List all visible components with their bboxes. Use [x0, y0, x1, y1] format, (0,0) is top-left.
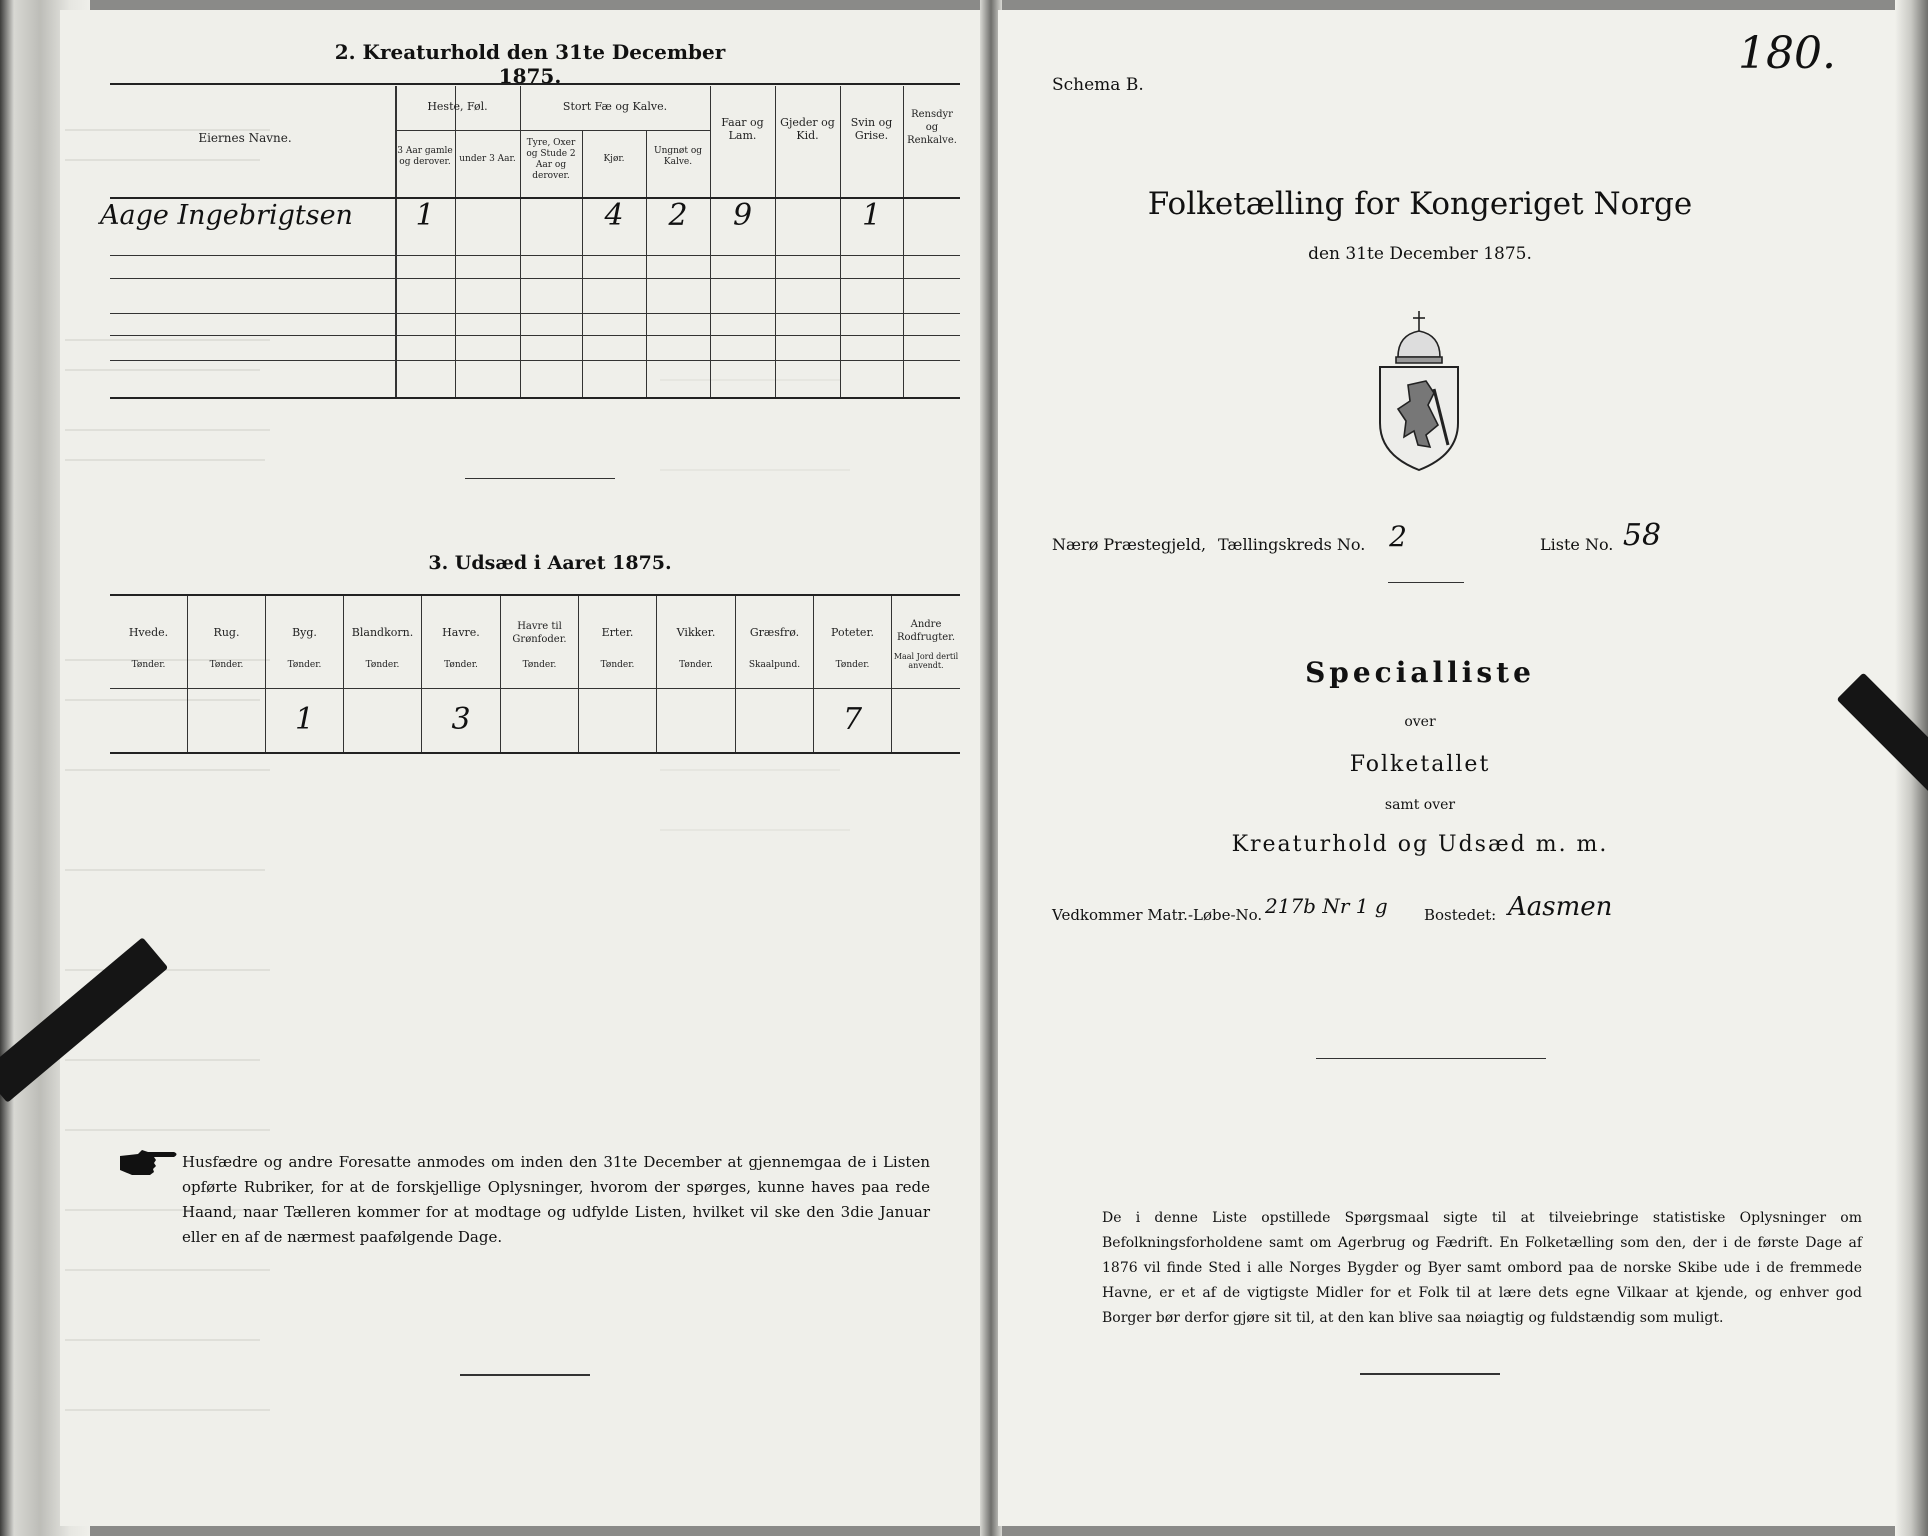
section3-title: 3. Udsæd i Aaret 1875.	[428, 552, 672, 574]
seed-col-roots: Andre Rodfrugter.	[896, 619, 956, 643]
seed-val-oats: 3	[451, 702, 471, 737]
kreaturhold-title: Kreaturhold og Udsæd m. m.	[1231, 832, 1609, 857]
seed-col-barley: Byg.	[292, 626, 317, 639]
list-label: Liste No.	[1540, 535, 1614, 554]
cell-horses-3yr: 1	[415, 198, 435, 233]
coat-of-arms-icon	[1368, 305, 1470, 475]
matr-label: Vedkommer Matr.-Løbe-No.	[1052, 906, 1263, 924]
table2-group-rule	[520, 130, 710, 131]
table2-col-line	[646, 130, 647, 398]
table3-col-line	[656, 596, 657, 752]
table2-header-rule	[110, 197, 960, 199]
col-header-reindeer: Rensdyr og Renkalve.	[907, 109, 957, 146]
table3-bottom-rule	[110, 752, 960, 754]
owner-name-entry: Aage Ingebrigtsen	[100, 200, 353, 231]
seed-unit: Tønder.	[522, 660, 557, 670]
over-text-1: over	[1404, 714, 1436, 730]
group-header-cattle: Stort Fæ og Kalve.	[562, 100, 668, 113]
table2-top-rule	[110, 83, 960, 85]
list-value: 58	[1622, 518, 1662, 553]
bosted-label: Bostedet:	[1424, 906, 1497, 924]
district-label: Tællingskreds No.	[1218, 535, 1366, 554]
col-header-oxen: Tyre, Oxer og Stude 2 Aar og derover.	[526, 138, 576, 181]
seed-unit: Tønder.	[679, 660, 713, 670]
seed-col-green-oats: Havre til Grønfoder.	[512, 621, 567, 645]
col-header-young-cattle: Ungnøt og Kalve.	[653, 146, 702, 167]
table2-row-line	[110, 360, 960, 361]
info-paragraph: De i denne Liste opstillede Spørgsmaal sigte til at tilveiebringe statistiske Oplysninger om Befolkningsforholdene samt om Agerbrug og Fædrift. En Folketælling som den, der i de første Dage af 1876 vil finde Sted i alle Norges Bygder og Byer samt ombord paa de norske Skibe ude i de fremmede Havne, er et af de vigtigste Midler for et Folk til at lære dets egne Vilkaar at kjende, og enhver god Borger bør derfor gjøre sit til, at den kan blive saa nøiagtig og fuldstændig som muligt.	[1102, 1210, 1862, 1326]
bosted-value: Aasmen	[1508, 892, 1613, 922]
table2-group-rule	[395, 130, 520, 131]
table2-col-line	[520, 86, 521, 398]
notice-text: Husfædre og andre Foresatte anmodes om inden den 31te December at gjennemgaa de i Listen opførte Rubriker, for at de forskjellige Oplysninger, hvorom der spørges, kunne haves paa rede Haand, naar Tælleren kommer for at modtage og udfylde Listen, hvilket vil ske den 3die Januar eller en af de nærmest paafølgende Dage.	[182, 1153, 930, 1246]
table2-row-line	[110, 335, 960, 336]
table2-bottom-rule	[110, 397, 960, 399]
cell-pigs: 1	[861, 198, 882, 233]
cell-sheep: 9	[732, 198, 753, 233]
matr-value: 217b Nr 1 g	[1265, 894, 1388, 918]
bleed-through-texture	[60, 10, 990, 1526]
seed-unit: Tønder.	[835, 660, 870, 670]
seed-unit: Tønder.	[444, 660, 478, 670]
seed-unit: Tønder.	[365, 660, 400, 670]
table2-row-line	[110, 278, 960, 279]
seed-col-vetch: Vikker.	[676, 626, 716, 639]
table3-col-line	[735, 596, 736, 752]
col-header-goats: Gjeder og Kid.	[780, 116, 835, 142]
seed-col-oats: Havre.	[442, 626, 480, 639]
separator	[1388, 582, 1464, 583]
samt-over-text: samt over	[1384, 797, 1456, 813]
cell-cows: 4	[604, 198, 624, 233]
seed-unit: Tønder.	[287, 660, 322, 670]
table2-divider	[395, 86, 397, 398]
seed-col-rye: Rug.	[213, 626, 240, 639]
seed-col-potatoes: Poteter.	[831, 626, 874, 639]
col-header-sheep: Faar og Lam.	[721, 116, 764, 142]
seed-val-potatoes: 7	[842, 702, 863, 737]
cell-young-cattle: 2	[668, 198, 688, 233]
table2-row-line	[110, 313, 960, 314]
table3-col-line	[343, 596, 344, 752]
seed-unit: Tønder.	[209, 660, 244, 670]
table2-col-line	[582, 130, 583, 398]
group-header-horses: Heste, Føl.	[427, 100, 488, 113]
district-value: 2	[1389, 520, 1407, 553]
special-list-title: Specialliste	[1305, 656, 1535, 689]
col-header-cows: Kjør.	[603, 154, 625, 164]
seed-col-peas: Erter.	[601, 626, 634, 639]
table2-col-line	[455, 86, 456, 398]
footer-rule	[1360, 1373, 1500, 1375]
section2-title: 2. Kreaturhold den 31te December 1875.	[334, 40, 726, 88]
seed-unit: Tønder.	[131, 660, 166, 670]
seed-col-wheat: Hvede.	[128, 626, 169, 639]
table2-row-line	[110, 255, 960, 256]
table3-col-line	[578, 596, 579, 752]
folketallet-text: Folketallet	[1349, 752, 1491, 777]
table3-header-rule	[110, 688, 960, 689]
col-header-pigs: Svin og Grise.	[850, 116, 893, 142]
table3-col-line	[187, 596, 188, 752]
footer-rule	[460, 1374, 590, 1376]
separator	[1316, 1058, 1546, 1059]
seed-col-grass: Græsfrø.	[749, 626, 800, 639]
seed-unit: Maal Jord dertil anvendt.	[893, 652, 959, 670]
seed-val-barley: 1	[294, 702, 315, 737]
col-header-horses-under3: under 3 Aar.	[459, 154, 516, 164]
seed-unit: Skaalpund.	[748, 660, 801, 670]
schema-label: Schema B.	[1052, 75, 1144, 95]
seed-unit: Tønder.	[600, 660, 635, 670]
main-title: Folketælling for Kongeriget Norge	[1147, 186, 1693, 222]
page-number: 180.	[1738, 28, 1836, 79]
table3-top-rule	[110, 594, 960, 596]
date-line: den 31te December 1875.	[1308, 244, 1532, 264]
parish-label: Nærø Præstegjeld,	[1052, 535, 1207, 554]
owner-name-header: Eiernes Navne.	[198, 131, 292, 145]
seed-col-mixed: Blandkorn.	[351, 626, 414, 639]
col-header-horses-3yr: 3 Aar gamle og derover.	[397, 146, 453, 167]
section-separator	[465, 478, 615, 479]
pointing-hand-icon	[118, 1148, 180, 1178]
